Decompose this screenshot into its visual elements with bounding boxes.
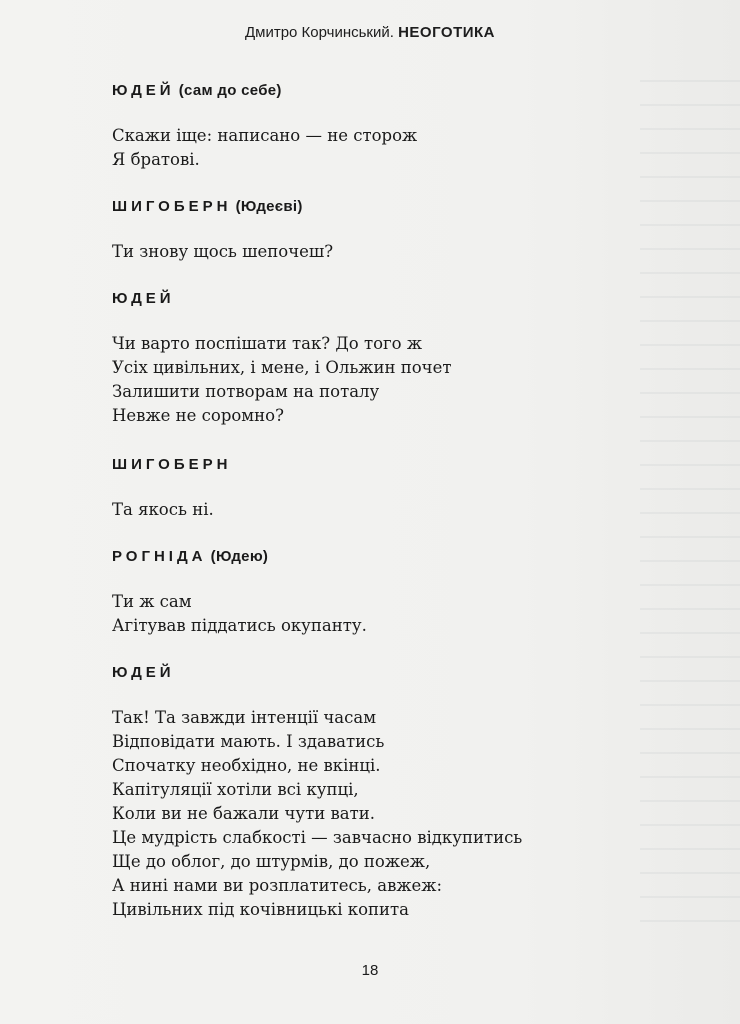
verse-line: Та якось ні. [112,500,214,519]
running-header [0,24,740,41]
verse-line: Усіх цивільних, і мене, і Ольжин почет [112,358,452,377]
header-title: НЕОГОТИКА [398,24,496,41]
stage-direction: (Юдеєві) [235,198,303,215]
verse-block [112,124,632,172]
speaker-name: ЮДЕЙ [112,290,175,307]
verse-block [112,590,632,638]
speaker-name: ШИГОБЕРН [112,456,232,473]
page-number: 18 [361,962,379,979]
speaker-heading [112,80,632,102]
verse-line: Скажи іще: написано — не сторож [112,126,418,145]
speaker-name: ШИГОБЕРН [112,198,232,215]
verse-line: Ти знову щось шепочеш? [112,242,334,261]
verse-line: А нині нами ви розплатитесь, авжеж: [112,876,443,895]
speaker-heading [112,662,632,684]
verse-line: Цивільних під кочівницькі копита [112,900,409,919]
speaker-name: ЮДЕЙ [112,82,175,99]
speaker-name: ЮДЕЙ [112,664,175,681]
speaker-name: РОГНІДА [112,548,207,565]
stage-direction: (Юдею) [210,548,269,565]
verse-line: Ти ж сам [112,592,192,611]
verse-line: Це мудрість слабкості — завчасно відкупитись [112,828,523,847]
verse-line: Так! Та завжди інтенції часам [112,708,377,727]
speaker-heading [112,546,632,568]
bleed-through-text [640,80,740,940]
speaker-heading [112,196,632,218]
stage-direction: (сам до себе) [178,82,282,99]
verse-block [112,706,632,922]
speaker-heading [112,454,632,476]
verse-block [112,498,632,522]
verse-line: Ще до облог, до штурмів, до пожеж, [112,852,431,871]
verse-line: Залишити потворам на поталу [112,382,380,401]
verse-line: Чи варто поспішати так? До того ж [112,334,423,353]
verse-line: Агітував піддатись окупанту. [112,616,367,635]
verse-block [112,332,632,428]
verse-line: Коли ви не бажали чути вати. [112,804,375,823]
verse-line: Капітуляції хотіли всі купці, [112,780,359,799]
verse-line: Невже не соромно? [112,406,284,425]
header-author: Дмитро Корчинський. [244,24,394,41]
verse-block [112,240,632,264]
verse-line: Відповідати мають. І здаватись [112,732,385,751]
speaker-heading [112,288,632,310]
verse-line: Я братові. [112,150,200,169]
verse-line: Спочатку необхідно, не вкінці. [112,756,381,775]
play-text [112,80,632,922]
